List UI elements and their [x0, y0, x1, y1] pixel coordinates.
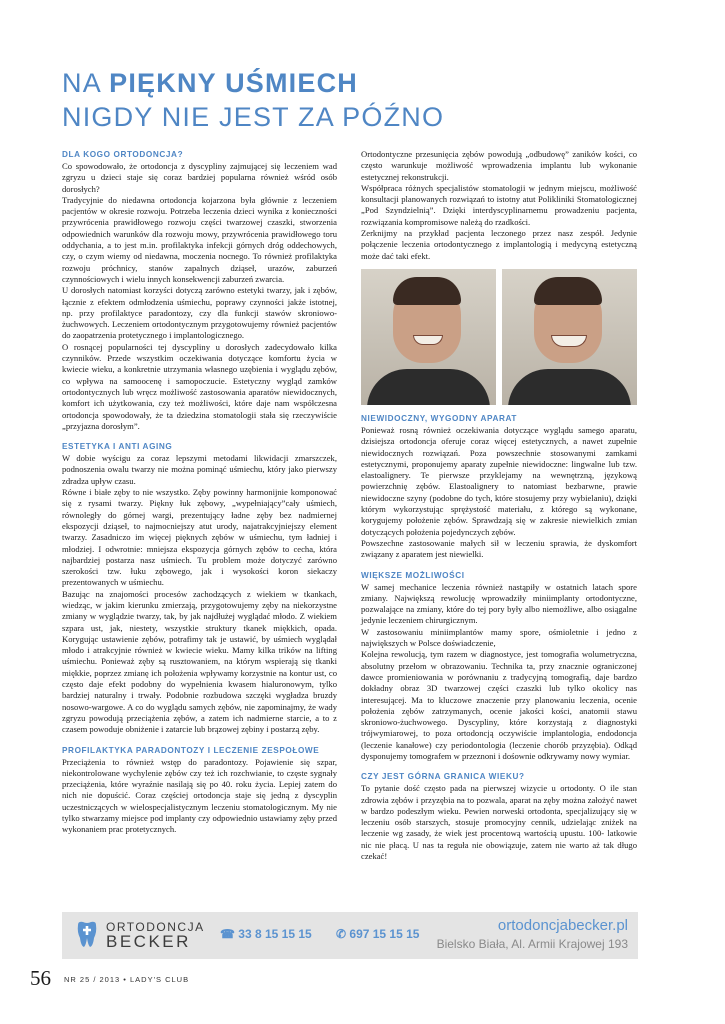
issue-info: NR 25 / 2013 • LADY'S CLUB [64, 975, 190, 984]
title-bold: PIĘKNY UŚMIECH [109, 68, 358, 98]
section-heading: NIEWIDOCZNY, WYGODNY APARAT [361, 413, 517, 423]
paragraph: Ponieważ rosną również oczekiwania dotyczące wyglądu samego aparatu, dzisiejsza ortodoncja oferuje coraz więcej estetycznych, a nawet zupełnie niewidocznych rozwiązań. Poza powszechnie stosowanymi zamkami estetycznymi, proponujemy aparaty zupełnie niewidoczne: lingwalne lub tzw. elastoalignery. Te pierwsze przyklejamy na wewnętrzną, językową powierzchnię zębów. Elastoalignery to natomiast bezbarwne, prawie niewidoczne szyny (podobne do tych, które stosujemy przy wybielaniu), dzięki którym wykorzystując sprężystość materiału, z którego są wykonane, korygujemy położenie zębów. Sprawdzają się w zakresie niewielkich zmian dotyczących położenia pojedynczych zębów. [361, 424, 637, 537]
tooth-icon [76, 921, 98, 948]
article-title [62, 66, 662, 134]
phone-number: 697 15 15 15 [349, 927, 420, 941]
logo-text-top: ORTODONCJA [106, 920, 205, 934]
right-column [361, 149, 637, 862]
paragraph: U dorosłych natomiast korzyści dotyczą zarówno estetyki twarzy, jak i zębów, łącznie z efektem odmłodzenia uśmiechu, poprawy czynności jakże istotnej, np. przy profilaktyce paradontozy, czy dla funkcji stawów skroniowo-żuchwowych. Leczeniem ortodontycznym przygotowujemy również pacjentów do zaopatrzenia protetycznego i implantologicznego. [62, 285, 337, 341]
paragraph: Ortodontyczne przesunięcia zębów powodują „odbudowę” zaników kości, co często warunkuje możliwość wprowadzenia implantu lub wykonanie estetycznej rekonstrukcji. [361, 149, 637, 182]
paragraph: Przeciążenia to również wstęp do paradontozy. Pojawienie się szpar, niekontrolowane wychylenie zębów czy też ich rozchwianie, to częste sygnały przeciążenia, które wyraźnie nasilają się po 40. roku życia. Lepiej zatem do nich nie dopuścić. Coraz częściej ortodoncja staje się jedną z dyscyplin uczestniczących w wielospecjalistycznym leczeniu stomatologicznym. My nie tylko stwarzamy miejsce pod implanty czy odpowiednio ustawiamy zęby przed wykonaniem prac protetycznych. [62, 756, 337, 835]
title-line2: NIGDY NIE JEST ZA PÓŹNO [62, 102, 445, 132]
title-light: NA [62, 68, 110, 98]
photo-before [361, 269, 496, 405]
landline-phone: ☎ 33 8 15 15 15 [220, 927, 312, 941]
paragraph: W samej mechanice leczenia również nastąpiły w ostatnich latach spore zmiany. Największą rewolucję wprowadziły miniimplanty ortodontyczne, pozwalające na zmiany, które do tej pory były albo niemożliwe, albo osiągalne jedynie leczeniem chirurgicznym. [361, 581, 637, 626]
paragraph: To pytanie dość często pada na pierwszej wizycie u ortodonty. O ile stan zdrowia zębów i przyzębia na to pozwala, aparat na zęby można założyć nawet w bardzo podeszłym wieku. Pewien norweski ortodonta, specjalizujący się w leczeniu osób starszych, stosuje promocyjny cennik, udzielając zniżek na leczenie wg zasady, że wiek jest procentową wartością upustu. 100- latkowie nic nie płacą. U nas ta reguła nie obowiązuje, zatem nie warto aż tak długo czekać! [361, 783, 637, 862]
paragraph: Bazując na znajomości procesów zachodzących z wiekiem w tkankach, wiedząc, w jakim kierunku zmierzają, przygotowujemy zęby na niekorzystne zmiany w wyglądzie twarzy, tak, by jak najdłużej wyglądać młodo. Z wiekiem szpara ust, jak, niestety, wszystkie struktury tkanek miękkich, opada. Korygując ustawienie zębów, potrafimy tak je ustawić, by uśmiech wyglądał młodo i atrakcyjnie również w kwiecie wieku. Mamy kilka trików na lifting uśmiechu. Ponieważ zęby są rusztowaniem, na którym wspierają się tkanki miękkie, poprzez zmianę ich położenia wpływamy korzystnie na kontur ust, co często daje efekt podobny do wypełnienia kwasem hialuronowym, tylko bardziej naturalny i trwały. Podobnie rozbudowa szczęki wygładza bruzdy nosowo-wargowe. A co do wyglądu samych zębów, nie zapominajmy, że wady zgryzu powodują przeciążenia zębów, a zatem ich nadmierne starcie, a to z czasem powoduje obniżenie i zatarcie lub brązowej zębiny i postarzą zęby. [62, 588, 337, 735]
phone-number: 33 8 15 15 15 [238, 927, 312, 941]
paragraph: O rosnącej popularności tej dyscypliny u dorosłych zadecydowało kilka czynników. Przede wszystkim oczekiwania dotyczące komfortu życia w kwiecie wieku, a konkretnie utrzymania własnego uzębienia i wyglądu zębów, co wpływa na samoocenę i samopoczucie. Estetyczny wygląd zamków ortodontycznych lub wręcz możliwość zastosowania aparatów niewidocznych, komfort ich użytkowania, czy też możliwości, które daje nam współczesna ortodoncja spowodowały, że ta dziedzina stomatologii stała się rzeczywiście „przyjazna dorosłym”. [62, 341, 337, 431]
paragraph: Co spowodowało, że ortodoncja z dyscypliny zajmującej się leczeniem wad zgryzu u dzieci staje się coraz bardziej popularna również wśród osób dorosłych? [62, 161, 337, 194]
paragraph: Równe i białe zęby to nie wszystko. Zęby powinny harmonijnie komponować się z rysami twarzy. Piękny łuk zębowy, „wypełniający”cały uśmiech, równoległy do górnej wargi, prezentujący ładne zęby bez nadmiernej ekspozycji dziąseł, to najmocniejszy atut urody, najatrakcyjniejszy element twarzy. Zasadniczo im więcej pięknych zębów w uśmiechu, tym ładniej i młodziej. I odwrotnie: mniejsza ekspozycja górnych zębów to cecha, która najbardziej postarza nasz uśmiech. Tu problem może dotyczyć zarówno szerokości tzw. łuku zębowego, jak i wysokości koron siekaczy prezentowanych w uśmiechu. [62, 487, 337, 588]
before-after-photos [361, 269, 637, 405]
paragraph: Współpraca różnych specjalistów stomatologii w jednym miejscu, możliwość konsultacji planowanych rozwiązań to istotny atut Polikliniki Stomatologicznej „Pod Szyndzielnią”. Dzięki interdyscyplinarnemu prowadzeniu pacjenta, rozwiązania kompromisowe należą do rzadkości. [361, 182, 637, 227]
section-heading: DLA KOGO ORTODONCJA? [62, 150, 184, 159]
section-heading: PROFILAKTYKA PARADONTOZY I LECZENIE ZESPOŁOWE [62, 745, 320, 755]
section-heading: ESTETYKA I ANTI AGING [62, 442, 173, 452]
section-heading: CZY JEST GÓRNA GRANICA WIEKU? [361, 772, 525, 782]
section-heading: WIĘKSZE MOŻLIWOŚCI [361, 570, 465, 580]
paragraph: W zastosowaniu miniimplantów mamy spore, ośmioletnie i jedno z największych w Polsce doświadczenie, [361, 626, 637, 649]
advert-footer [62, 912, 638, 959]
paragraph: Tradycyjnie do niedawna ortodoncja kojarzona była głównie z leczeniem pacjentów w okresie rozwoju. Potrzeba leczenia dzieci wynika z konieczności przywrócenia prawidłowego rozwoju części twarzowej czaszki, stworzenia odpowiednich warunków dla rozwoju mowy, przywrócenia prawidłowego toru oddychania, a to jest m.in. profilaktyka infekcji górnych dróg oddechowych, czy, o czym wiemy od niedawna, moczenia nocnego. To również profilaktyka rozwoju próchnicy, stanów zapalnych dziąseł, urazów, zaburzeń czynnościowych i wielu innych konsekwencji zaburzeń zwarcia. [62, 194, 337, 284]
paragraph: Powszechne zastosowanie małych sił w leczeniu sprawia, że dyskomfort związany z aparatem jest niewielki. [361, 537, 637, 560]
left-column [62, 149, 337, 836]
paragraph: W dobie wyścigu za coraz lepszymi metodami likwidacji zmarszczek, podnoszenia owalu twarzy nie można pominąć uśmiechu, który jako pierwszy zdradza upływ czasu. [62, 453, 337, 486]
mobile-phone: ✆ 697 15 15 15 [336, 927, 420, 941]
paragraph: Zerknijmy na przykład pacjenta leczonego przez nasz zespół. Jedynie połączenie leczenia ortodontycznego z implantologią i medycyną estetyczną może dać taki efekt. [361, 228, 637, 261]
address: Bielsko Biała, Al. Armii Krajowej 193 [436, 937, 628, 951]
paragraph: Kolejna rewolucją, tym razem w diagnostyce, jest tomografia wolumetryczna, absolutny przełom w obrazowaniu. Technika ta, przy znacznie ograniczonej dawce promieniowania w porównaniu z tradycyjną tomografią, daje bardzo dokładny obraz 3D twarzowej części czaszki lub tylko okolicy nas interesującej. Ma to kluczowe znaczenie przy planowaniu leczenia, ocenie położenia zębów zatrzymanych, ocenie jakości kości, anatomii stawu skroniowo-żuchwowego. Dyscypliny, które korzystają z diagnostyki trójwymiarowej, to poza ortodoncją oczywiście implantologia, endodoncja (leczenie kanałowe) czy periodontologia (leczenie chorób przyzębia). Odkąd dysponujemy tomografem w przeznoni i dośownie odkrywamy nowy wymiar. [361, 649, 637, 761]
logo-text-bottom: BECKER [106, 932, 191, 951]
page-number: 56 [30, 966, 51, 990]
website-link[interactable]: ortodoncjabecker.pl [497, 917, 628, 934]
photo-after [502, 269, 637, 405]
